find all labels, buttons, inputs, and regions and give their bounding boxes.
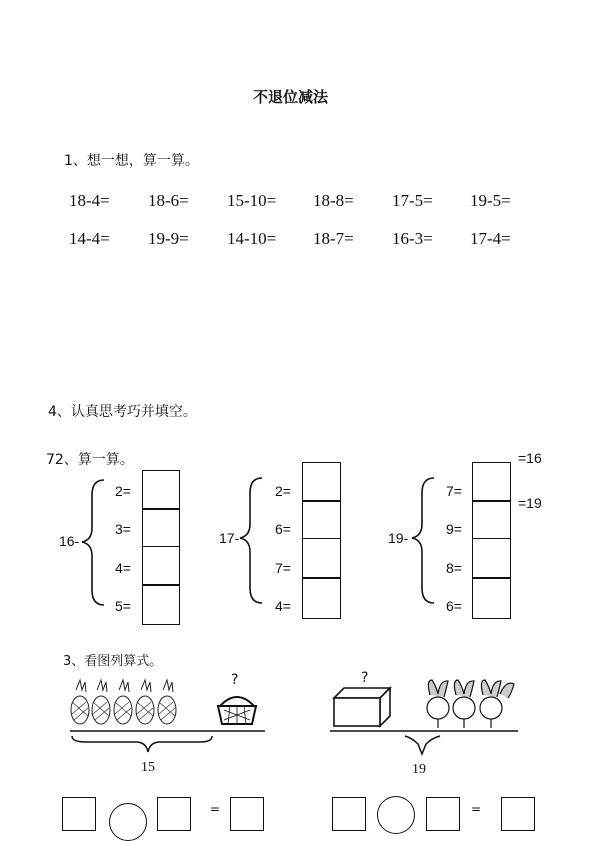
group-item: 2= (115, 483, 131, 499)
problem: 19-5= (470, 191, 511, 210)
problem: 18-4= (69, 191, 110, 210)
group-item: 6= (446, 598, 462, 614)
group-item: 8= (446, 560, 462, 576)
problem: 17-5= (392, 191, 433, 210)
page-title: 不退位减法 (253, 88, 329, 106)
answer-box[interactable] (501, 797, 535, 831)
group-total: 16- (59, 533, 80, 549)
group-item: 4= (275, 598, 291, 614)
problem: 14-10= (227, 229, 277, 248)
group-item: 4= (115, 560, 131, 576)
group-item: 5= (115, 598, 131, 614)
equals-sign: = (471, 802, 482, 816)
section-1-heading: 1、想一想，算一算。 (64, 153, 199, 169)
picture-total: 19 (412, 762, 426, 777)
group-item: 7= (275, 560, 291, 576)
equals-sign: = (210, 802, 221, 816)
answer-box[interactable] (332, 797, 366, 831)
side-note: =16 (518, 450, 542, 466)
side-note: =19 (518, 495, 542, 511)
group-item: 2= (275, 483, 291, 499)
question-mark: ? (361, 670, 369, 686)
group-item: 9= (446, 521, 462, 537)
problem: 17-4= (470, 229, 511, 248)
problem: 18-6= (148, 191, 189, 210)
problem: 15-10= (227, 191, 277, 210)
question-mark: ? (231, 672, 239, 688)
section-2-heading: 72、算一算。 (46, 452, 134, 468)
problem: 14-4= (69, 229, 110, 248)
problem: 18-8= (313, 191, 354, 210)
section-3-heading: 3、看图列算式。 (63, 654, 163, 669)
problem: 19-9= (148, 229, 189, 248)
problem: 18-7= (313, 229, 354, 248)
group-item: 6= (275, 521, 291, 537)
answer-box[interactable] (426, 797, 460, 831)
section-4-heading: 4、认真思考巧并填空。 (48, 404, 197, 420)
group-item: 3= (115, 521, 131, 537)
problem: 16-3= (392, 229, 433, 248)
picture-total: 15 (141, 760, 155, 775)
operator-circle[interactable] (377, 796, 415, 834)
group-total: 17- (219, 530, 240, 546)
group-total: 19- (388, 530, 409, 546)
group-item: 7= (446, 483, 462, 499)
